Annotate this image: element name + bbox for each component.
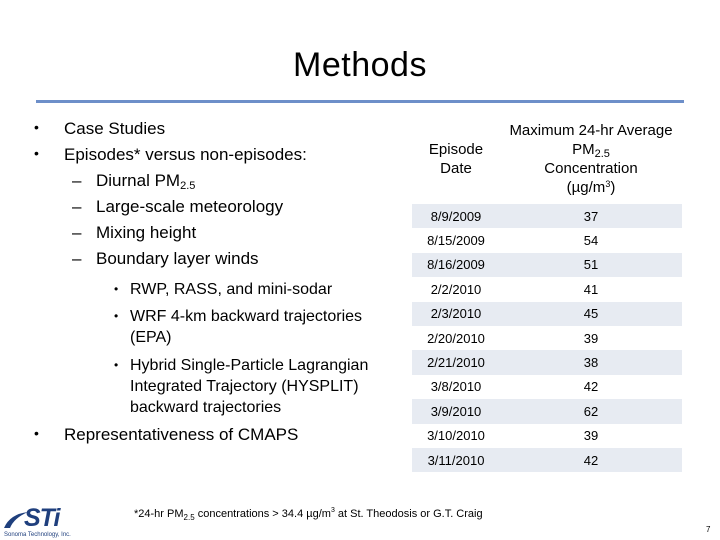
bullet-dot-icon: •	[34, 145, 39, 161]
cell-value: 39	[500, 326, 682, 350]
company-logo	[2, 504, 86, 540]
table-row	[412, 326, 682, 350]
table-row	[412, 302, 682, 326]
unit-superscript: 3	[605, 179, 611, 189]
bullet-representativeness	[34, 425, 299, 445]
slide-title: Methods	[293, 46, 427, 84]
cell-value: 39	[500, 424, 682, 448]
logo-wordmark: STi	[24, 504, 60, 532]
cell-date: 8/15/2009	[412, 228, 500, 252]
cell-value: 41	[500, 277, 682, 301]
pm-subscript: 2.5	[594, 148, 610, 160]
cell-date: 2/2/2010	[412, 277, 500, 301]
cell-value: 38	[500, 350, 682, 374]
cell-date: 3/8/2010	[412, 375, 500, 399]
title-divider	[36, 100, 684, 103]
footnote-text: *24-hr PM	[134, 508, 184, 520]
dash-icon: –	[72, 197, 82, 216]
subsub-wrf	[114, 306, 400, 348]
bullet-dot-icon: •	[34, 119, 39, 135]
cell-date: 2/21/2010	[412, 350, 500, 374]
cell-date: 2/3/2010	[412, 302, 500, 326]
header-max-concentration	[500, 114, 682, 204]
bullet-dot-icon: •	[114, 282, 119, 296]
bullet-text: Episodes* versus non-episodes:	[64, 145, 307, 164]
cell-date: 2/20/2010	[412, 326, 500, 350]
cell-date: 3/11/2010	[412, 448, 500, 472]
cell-date: 8/16/2009	[412, 253, 500, 277]
dash-icon: –	[72, 249, 82, 268]
subsub-text: WRF 4-km backward trajectories (EPA)	[130, 308, 363, 346]
bullet-dot-icon: •	[34, 425, 39, 441]
bullet-dot-icon: •	[114, 358, 119, 372]
subbullet-large-scale	[72, 197, 284, 217]
table-row	[412, 399, 682, 423]
footnote-text: concentrations > 34.4 µg/m	[194, 508, 331, 520]
unit-text: (µg/m	[566, 179, 606, 196]
subbullet-text: Mixing height	[96, 223, 197, 242]
subbullet-text: Boundary layer winds	[96, 249, 259, 268]
footnote	[134, 508, 483, 520]
subsub-text: RWP, RASS, and mini-sodar	[130, 281, 333, 298]
subbullet-mixing-height	[72, 223, 197, 243]
subbullet-text: Large-scale meteorology	[96, 197, 284, 216]
bullet-dot-icon: •	[114, 309, 119, 323]
unit-superscript: 3	[330, 507, 335, 514]
table-row	[412, 424, 682, 448]
table-row	[412, 350, 682, 374]
pm-subscript: 2.5	[183, 513, 195, 522]
cell-value: 37	[500, 204, 682, 228]
header-text: Concentration	[544, 160, 638, 177]
subbullet-diurnal	[72, 171, 196, 192]
cell-value: 42	[500, 375, 682, 399]
table-header-row	[412, 114, 682, 204]
table-row	[412, 253, 682, 277]
dash-icon: –	[72, 171, 82, 190]
subsub-text: Hybrid Single-Particle Lagrangian Integrated Trajectory (HYSPLIT) backward trajectories	[130, 357, 369, 416]
header-text: Episode Date	[428, 141, 484, 177]
bullet-text: Case Studies	[64, 119, 166, 138]
table-row	[412, 277, 682, 301]
bullet-case-studies	[34, 119, 166, 139]
cell-date: 8/9/2009	[412, 204, 500, 228]
cell-value: 51	[500, 253, 682, 277]
subbullet-boundary-winds	[72, 249, 259, 269]
table-row	[412, 228, 682, 252]
episode-table	[412, 114, 682, 472]
bullet-text: Representativeness of CMAPS	[64, 425, 299, 444]
page-number: 7	[706, 525, 711, 534]
cell-date: 3/9/2010	[412, 399, 500, 423]
dash-icon: –	[72, 223, 82, 242]
unit-text: )	[610, 179, 616, 196]
header-episode-date	[412, 114, 500, 204]
cell-value: 45	[500, 302, 682, 326]
subsub-hysplit	[114, 355, 402, 418]
cell-value: 42	[500, 448, 682, 472]
table-row	[412, 448, 682, 472]
pm-subscript: 2.5	[180, 180, 196, 192]
table-row	[412, 375, 682, 399]
table-row	[412, 204, 682, 228]
footnote-text: at St. Theodosis or G.T. Craig	[334, 508, 483, 520]
subsub-rwp	[114, 279, 410, 300]
bullet-episodes	[34, 145, 307, 165]
logo-tagline: Sonoma Technology, Inc.	[4, 532, 71, 538]
header-text: Maximum 24-hr Average PM	[509, 122, 673, 158]
cell-value: 54	[500, 228, 682, 252]
cell-value: 62	[500, 399, 682, 423]
cell-date: 3/10/2010	[412, 424, 500, 448]
subbullet-text: Diurnal PM	[96, 171, 181, 190]
